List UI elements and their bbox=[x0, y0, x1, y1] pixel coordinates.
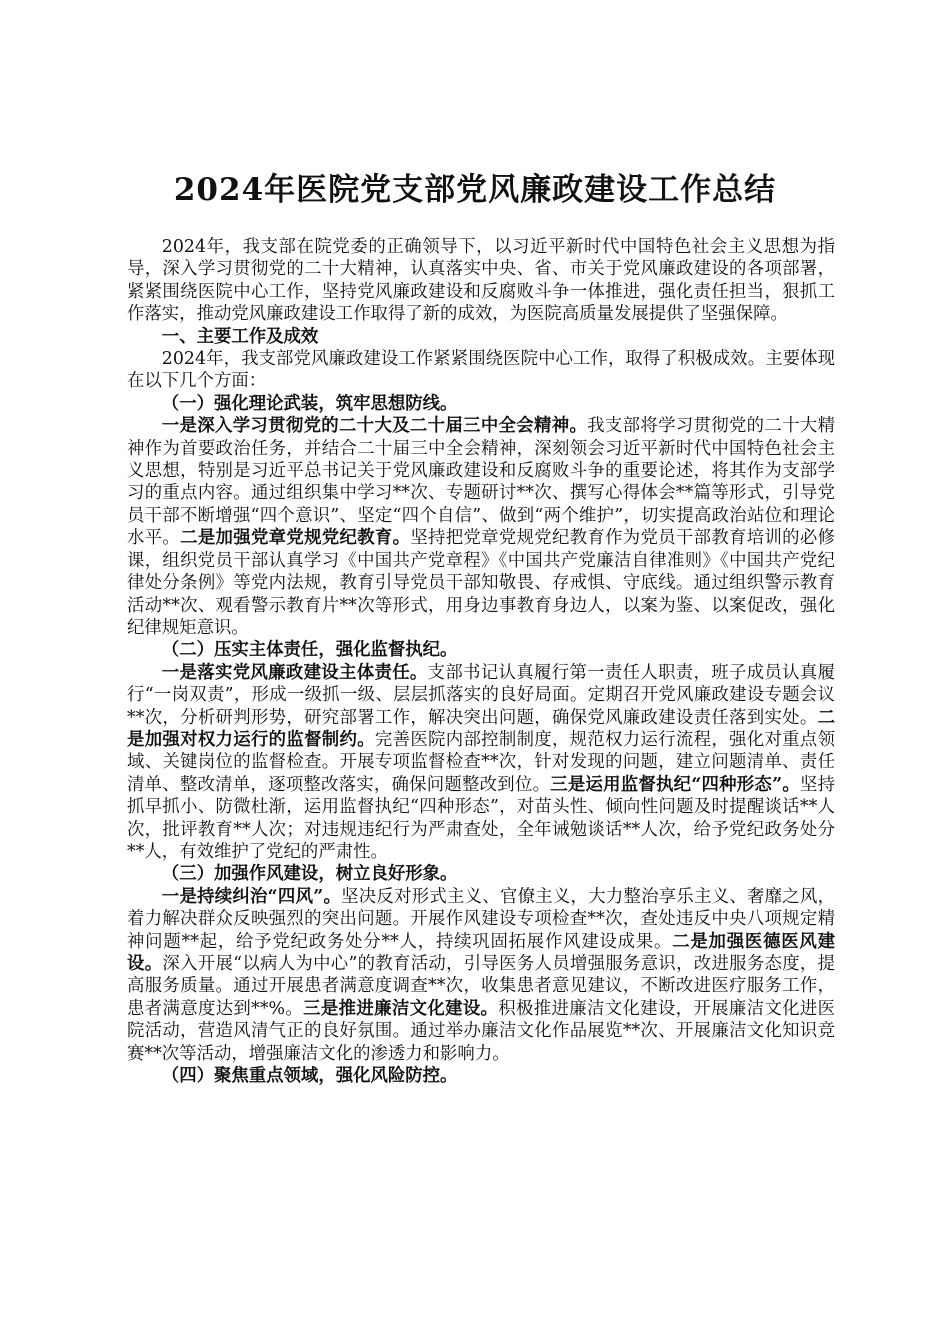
intro-paragraph: 2024年，我支部在院党委的正确领导下，以习近平新时代中国特色社会主义思想为指导，深入学习贯彻党的二十大精神，认真落实中央、省、市关于党风廉政建设的各项部署，紧紧围绕医院中心工作，坚持党风廉政建设和反腐败斗争一体推进，强化责任担当，狠抓工作落实，推动党风廉政建设工作取得了新的成效，为医院高质量发展提供了坚强保障。 bbox=[127, 237, 835, 325]
paragraph-4 bbox=[127, 886, 835, 1065]
bold-lead: 二是加强对权力运行的监督制约。 bbox=[127, 707, 835, 750]
paragraph-3 bbox=[127, 662, 835, 864]
bold-lead: 三是运用监督执纪“四种形态”。 bbox=[550, 774, 800, 795]
subsection-heading-2: （二）压实主体责任，强化监督执纪。 bbox=[161, 640, 458, 661]
document-title: 2024年医院党支部党风廉政建设工作总结 bbox=[173, 172, 777, 208]
paragraph-text: 坚持把党章党规党纪教育作为党员干部教育培训的必修课，组织党员干部认真学习《中国共产党章程》《中国共产党廉洁自律准则》《中国共产党纪律处分条例》等党内法规，教育引导党员干部知敬畏、存戒惧、守底线。通过组织警示教育活动**次、观看警示教育片**次等形式，用身边事教育身边人，以案为鉴、以案促改，强化纪律规矩意识。 bbox=[127, 528, 835, 638]
paragraph-text: 完善医院内部控制制度，规范权力运行流程，强化对重点领域、关键岗位的监督检查。开展专项监督检查**次，针对发现的问题，建立问题清单、责任清单、整改清单，逐项整改落实，确保问题整改到位。 bbox=[127, 729, 835, 795]
bold-lead: 二是加强医德医风建设。 bbox=[127, 931, 835, 974]
bold-lead: 一是落实党风廉政建设主体责任。 bbox=[161, 662, 428, 683]
paragraph-text: 我支部将学习贯彻党的二十大精神作为首要政治任务，并结合二十届三中全会精神，深刻领会习近平新时代中国特色社会主义思想，特别是习近平总书记关于党风廉政建设和反腐败斗争的重要论述，将其作为支部学习的重点内容。通过组织集中学习**次、专题研讨**次、撰写心得体会**篇等形式，引导党员干部不断增强“四个意识”、坚定“四个自信”、做到“两个维护”，切实提高政治站位和理论水平。 bbox=[127, 416, 835, 549]
subsection-heading-3: （三）加强作风建设，树立良好形象。 bbox=[161, 864, 458, 885]
bold-lead: 二是加强党章党规党纪教育。 bbox=[180, 528, 411, 549]
bold-lead: 一是深入学习贯彻党的二十大及二十届三中全会精神。 bbox=[161, 416, 588, 437]
subsection-heading-1: （一）强化理论武装，筑牢思想防线。 bbox=[161, 393, 458, 414]
bold-lead: 三是推进廉洁文化建设。 bbox=[303, 998, 499, 1019]
paragraph-text: 坚决反对形式主义、官僚主义，大力整治享乐主义、奢靡之风，着力解决群众反映强烈的突出问题。开展作风建设专项检查**次，查处违反中央八项规定精神问题**起，给予党纪政务处分**人，持续巩固拓展作风建设成果。 bbox=[127, 886, 835, 952]
paragraph-1: 2024年，我支部党风廉政建设工作紧紧围绕医院中心工作，取得了积极成效。主要体现在以下几个方面： bbox=[127, 349, 835, 392]
paragraph-text: 坚持抓早抓小、防微杜渐，运用监督执纪“四种形态”，对苗头性、倾向性问题及时提醒谈话**人次，批评教育**人次；对违规违纪行为严肃查处，全年诫勉谈话**人次，给予党纪政务处分**人，有效维护了党纪的严肃性。 bbox=[127, 774, 835, 862]
document-body bbox=[127, 236, 835, 1087]
subsection-heading-4: （四）聚焦重点领域，强化风险防控。 bbox=[161, 1066, 458, 1087]
paragraph-2 bbox=[127, 415, 835, 639]
paragraph-text: 深入开展“以病人为中心”的教育活动，引导医务人员增强服务意识，改进服务态度，提高服务质量。通过开展患者满意度调查**次，收集患者意见建议，不断改进医疗服务工作，患者满意度达到**%。 bbox=[127, 954, 835, 1019]
paragraph-text: 积极推进廉洁文化建设，开展廉洁文化进医院活动，营造风清气正的良好氛围。通过举办廉洁文化作品展览**次、开展廉洁文化知识竞赛**次等活动，增强廉洁文化的渗透力和影响力。 bbox=[127, 998, 835, 1064]
paragraph-text: 支部书记认真履行第一责任人职责，班子成员认真履行“一岗双责”，形成一级抓一级、层层抓落实的良好局面。定期召开党风廉政建设专题会议**次，分析研判形势，研究部署工作，解决突出问题，确保党风廉政建设责任落到实处。 bbox=[127, 662, 835, 728]
bold-lead: 一是持续纠治“四风”。 bbox=[161, 886, 342, 907]
section-heading-1: 一、主要工作及成效 bbox=[161, 326, 319, 347]
